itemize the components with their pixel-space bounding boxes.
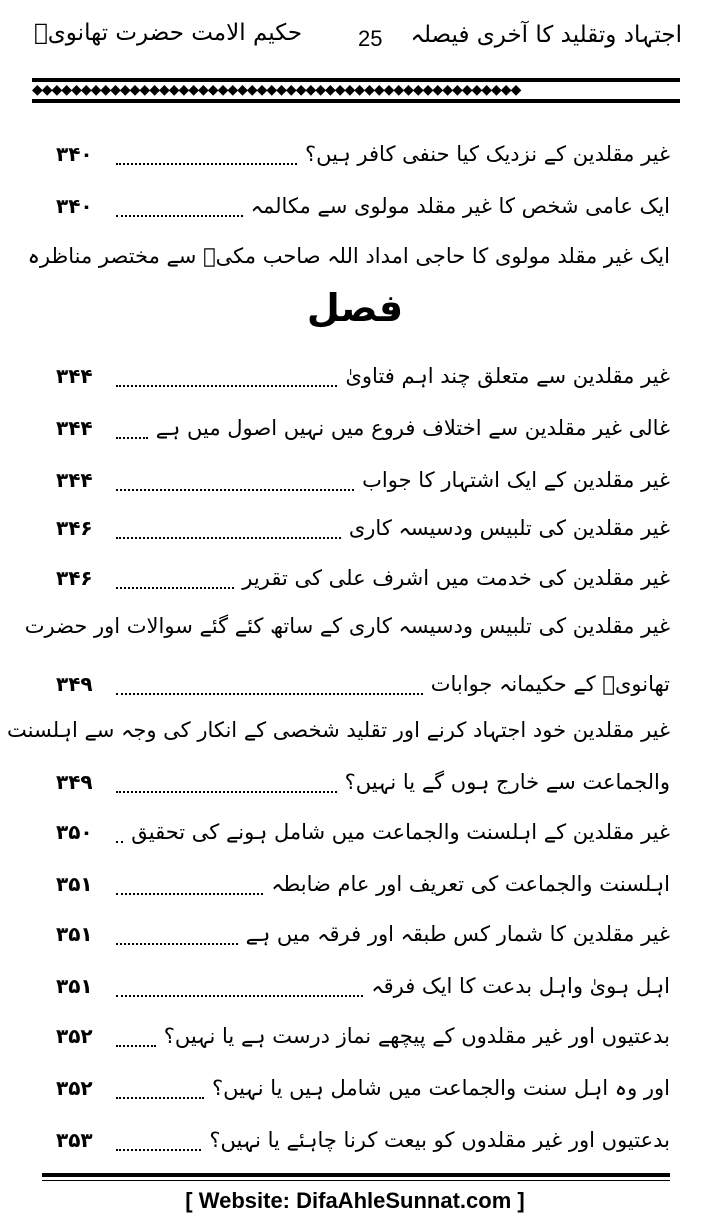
toc-entry-page: ۳۵۳ bbox=[56, 1128, 93, 1152]
page-number: 25 bbox=[358, 26, 383, 51]
toc-entry-title: غیر مقلدین کے نزدیک کیا حنفی کافر ہیں؟ bbox=[304, 142, 670, 166]
toc-entry-title-line1: غیر مقلدین خود اجتہاد کرنے اور تقلید شخصی کے انکار کی وجہ سے اہلسنت bbox=[7, 718, 670, 742]
toc-entry[interactable] bbox=[56, 460, 670, 500]
toc-entry-title: اہلسنت والجماعت کی تعریف اور عام ضابطہ bbox=[271, 872, 670, 896]
toc-entry-page: ۳۵۱ bbox=[56, 872, 93, 896]
leader-dots bbox=[116, 693, 423, 695]
toc-entry[interactable] bbox=[27, 236, 670, 276]
toc-entry[interactable] bbox=[56, 864, 670, 904]
toc-entry-page: ۳۴۴ bbox=[56, 416, 93, 440]
toc-entry[interactable] bbox=[56, 812, 670, 852]
toc-entry-page: ۳۴۹ bbox=[56, 672, 93, 696]
toc-entry-page: ۳۴۶ bbox=[56, 566, 93, 590]
leader-dots bbox=[116, 385, 337, 387]
toc-entry-title: غیر مقلدین کے ایک اشتہار کا جواب bbox=[362, 468, 670, 492]
leader-dots bbox=[116, 1149, 201, 1151]
leader-dots bbox=[116, 215, 243, 217]
leader-dots bbox=[116, 841, 123, 843]
toc-entry-page bbox=[0, 244, 12, 268]
diamond-ornament-border: ◆◆◆◆◆◆◆◆◆◆◆◆◆◆◆◆◆◆◆◆◆◆◆◆◆◆◆◆◆◆◆◆◆◆◆◆◆◆◆◆◆◆◆◆◆◆◆◆◆◆ bbox=[32, 82, 521, 98]
toc-entry-title: اہل ہویٰ واہل بدعت کا ایک فرقہ bbox=[371, 974, 670, 998]
toc-entry-title: غیر مقلدین کی تلبیس ودسیسہ کاری bbox=[348, 516, 670, 540]
book-title: اجتہاد وتقلید کا آخری فیصلہ bbox=[410, 22, 682, 48]
toc-entry[interactable] bbox=[56, 508, 670, 548]
author-title: حکیم الامت حضرت تھانویؒ bbox=[34, 20, 303, 46]
leader-dots bbox=[116, 437, 148, 439]
toc-entry-title: بدعتیوں اور غیر مقلدوں کو بیعت کرنا چاہئے یا نہیں؟ bbox=[209, 1128, 670, 1152]
toc-entry-page: ۳۴۰ bbox=[56, 194, 93, 218]
toc-entry[interactable] bbox=[56, 1120, 670, 1160]
toc-entry-page: ۳۴۴ bbox=[56, 468, 93, 492]
toc-entry-page: ۳۵۱ bbox=[56, 974, 93, 998]
section-heading: فصل bbox=[306, 286, 404, 330]
toc-entry-title: اور وہ اہل سنت والجماعت میں شامل ہیں یا نہیں؟ bbox=[211, 1076, 670, 1100]
toc-entry-page: ۳۴۶ bbox=[56, 516, 93, 540]
toc-entry-page: ۳۴۴ bbox=[56, 364, 93, 388]
toc-entry-title: تھانویؒ کے حکیمانہ جوابات bbox=[430, 672, 670, 696]
toc-entry[interactable] bbox=[56, 356, 670, 396]
toc-entry[interactable] bbox=[56, 1068, 670, 1108]
leader-dots bbox=[116, 995, 363, 997]
toc-entry-title: والجماعت سے خارج ہوں گے یا نہیں؟ bbox=[344, 770, 670, 794]
toc-entry[interactable] bbox=[56, 186, 670, 226]
toc-entry-title-line1: غیر مقلدین کی تلبیس ودسیسہ کاری کے ساتھ کئے گئے سوالات اور حضرت bbox=[24, 614, 670, 638]
toc-entry[interactable] bbox=[56, 134, 670, 174]
leader-dots bbox=[116, 537, 341, 539]
leader-dots bbox=[116, 489, 354, 491]
toc-entry-title: ایک غیر مقلد مولوی کا حاجی امداد اللہ صاحب مکیؒ سے مختصر مناظرہ bbox=[27, 244, 670, 268]
toc-entry-title: غالی غیر مقلدین سے اختلاف فروع میں نہیں اصول میں ہے bbox=[155, 416, 670, 440]
toc-entry-page: ۳۴۰ bbox=[56, 142, 93, 166]
toc-entry-title: غیر مقلدین کے اہلسنت والجماعت میں شامل ہونے کی تحقیق bbox=[131, 820, 670, 844]
website-link[interactable]: [ Website: DifaAhleSunnat.com ] bbox=[185, 1188, 525, 1213]
toc-entry[interactable] bbox=[56, 408, 670, 448]
footer-rule-thick bbox=[42, 1173, 670, 1177]
toc-entry[interactable] bbox=[56, 966, 670, 1006]
toc-entry[interactable] bbox=[56, 762, 670, 802]
toc-entry[interactable] bbox=[56, 1016, 670, 1056]
toc-entry-page: ۳۵۲ bbox=[56, 1024, 93, 1048]
leader-dots bbox=[116, 587, 234, 589]
leader-dots bbox=[116, 943, 238, 945]
leader-dots bbox=[116, 791, 337, 793]
toc-entry[interactable] bbox=[56, 558, 670, 598]
toc-entry-title: غیر مقلدین کا شمار کس طبقہ اور فرقہ میں ہے bbox=[245, 922, 670, 946]
toc-entry[interactable] bbox=[56, 914, 670, 954]
toc-entry-page: ۳۵۲ bbox=[56, 1076, 93, 1100]
toc-entry-title: غیر مقلدین سے متعلق چند اہم فتاویٰ bbox=[345, 364, 670, 388]
leader-dots bbox=[116, 163, 297, 165]
leader-dots bbox=[116, 1097, 204, 1099]
footer-rule-thin bbox=[42, 1180, 670, 1181]
toc-entry-title: بدعتیوں اور غیر مقلدوں کے پیچھے نماز درست ہے یا نہیں؟ bbox=[163, 1024, 670, 1048]
toc-entry-title: ایک عامی شخص کا غیر مقلد مولوی سے مکالمہ bbox=[250, 194, 670, 218]
toc-entry-title: غیر مقلدین کی خدمت میں اشرف علی کی تقریر bbox=[242, 566, 670, 590]
toc-entry-page: ۳۴۹ bbox=[56, 770, 93, 794]
leader-dots bbox=[116, 893, 263, 895]
toc-entry-page: ۳۵۱ bbox=[56, 922, 93, 946]
toc-entry-page: ۳۵۰ bbox=[56, 820, 93, 844]
toc-entry[interactable] bbox=[56, 664, 670, 704]
leader-dots bbox=[116, 1045, 156, 1047]
